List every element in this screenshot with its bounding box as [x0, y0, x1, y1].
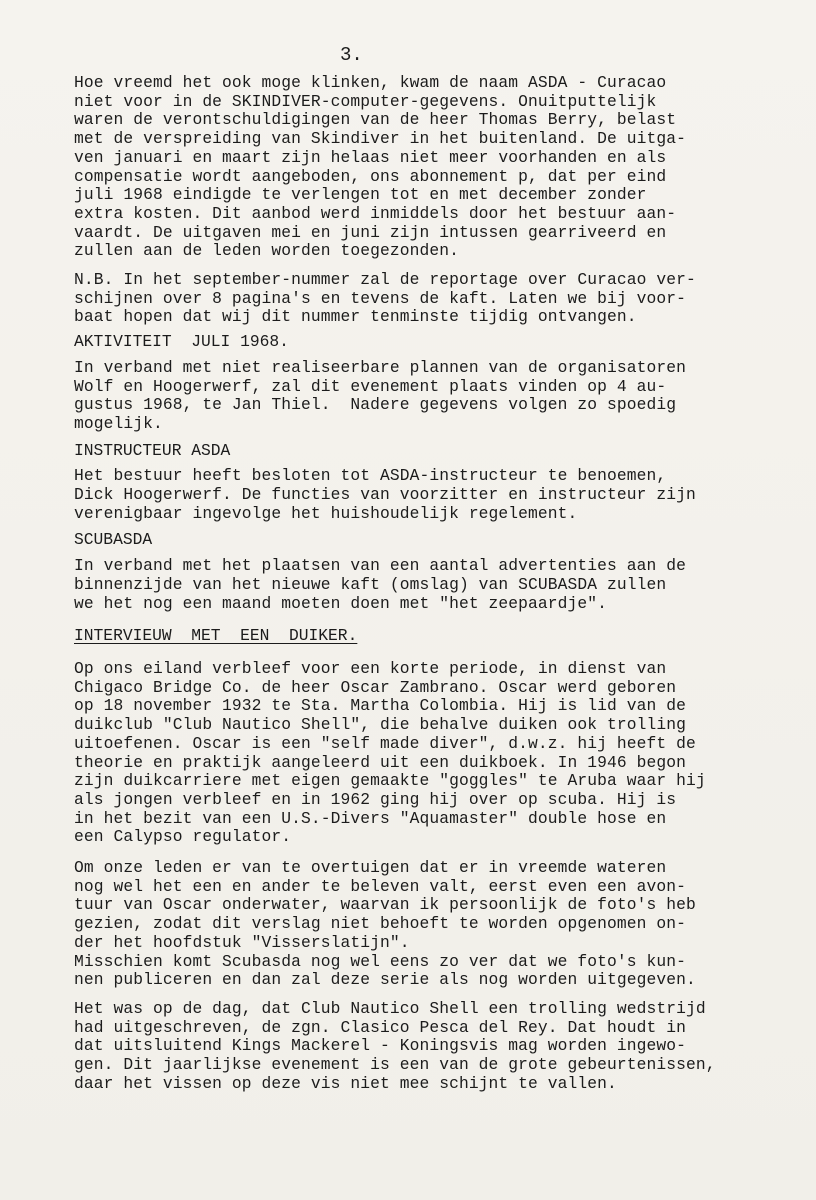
scubasda-heading: SCUBASDA [74, 530, 153, 550]
text-line: vaardt. De uitgaven mei en juni zijn intussen gearriveerd en [74, 222, 667, 242]
interview-paragraph-3 [74, 1000, 754, 1094]
text-line: juli 1968 eindigde te verlengen tot en met december zonder [74, 185, 647, 205]
text-line: binnenzijde van het nieuwe kaft (omslag) van SCUBASDA zullen [74, 574, 667, 594]
text-line: duikclub "Club Nautico Shell", die behalve duiken ook trolling [74, 715, 686, 735]
text-line: als jongen verbleef en in 1962 ging hij over op scuba. Hij is [74, 789, 677, 809]
text-line: had uitgeschreven, de zgn. Clasico Pesca del Rey. Dat houdt in [74, 1017, 686, 1037]
text-line: Misschien komt Scubasda nog wel eens zo ver dat we foto's kun- [74, 951, 686, 971]
text-line: Chigaco Bridge Co. de heer Oscar Zambrano. Oscar werd geboren [74, 677, 677, 697]
text-line: dat uitsluitend Kings Mackerel - Koningsvis mag worden ingewo- [74, 1036, 686, 1056]
page-number: 3. [340, 44, 363, 66]
text-line: Om onze leden er van te overtuigen dat er in vreemde wateren [74, 858, 667, 878]
interview-heading: INTERVIEUW MET EEN DUIKER. [74, 626, 358, 646]
scubasda-paragraph [74, 557, 754, 613]
text-line: In verband met het plaatsen van een aantal advertenties aan de [74, 556, 686, 576]
text-line: theorie en praktijk aangeleerd uit een duikboek. In 1946 begon [74, 752, 686, 772]
aktiviteit-paragraph [74, 359, 754, 434]
text-line: mogelijk. [74, 413, 163, 433]
text-line: baat hopen dat wij dit nummer tenminste tijdig ontvangen. [74, 307, 637, 327]
text-line: Het bestuur heeft besloten tot ASDA-instructeur te benoemen, [74, 466, 667, 486]
nb-paragraph [74, 271, 754, 327]
text-line: In verband met niet realiseerbare plannen van de organisatoren [74, 357, 686, 377]
text-line: Dick Hoogerwerf. De functies van voorzitter en instructeur zijn [74, 485, 696, 505]
intro-paragraph [74, 74, 754, 261]
text-line: Wolf en Hoogerwerf, zal dit evenement plaats vinden op 4 au- [74, 376, 667, 396]
interview-paragraph-2 [74, 859, 754, 990]
text-line: schijnen over 8 pagina's en tevens de kaft. Laten we bij voor- [74, 288, 686, 308]
aktiviteit-heading: AKTIVITEIT JULI 1968. [74, 332, 289, 352]
text-line: extra kosten. Dit aanbod werd inmiddels door het bestuur aan- [74, 203, 677, 223]
text-line: compensatie wordt aangeboden, ons abonnement p, dat per eind [74, 166, 667, 186]
text-line: N.B. In het september-nummer zal de reportage over Curacao ver- [74, 270, 696, 290]
text-line: op 18 november 1932 te Sta. Martha Colombia. Hij is lid van de [74, 696, 686, 716]
text-line: gen. Dit jaarlijkse evenement is een van de grote gebeurtenissen, [74, 1055, 716, 1075]
text-line: Het was op de dag, dat Club Nautico Shell een trolling wedstrijd [74, 998, 706, 1018]
instructeur-heading: INSTRUCTEUR ASDA [74, 440, 231, 460]
text-line: tuur van Oscar onderwater, waarvan ik persoonlijk de foto's heb [74, 895, 696, 915]
text-line: een Calypso regulator. [74, 827, 292, 847]
text-line: verenigbaar ingevolge het huishoudelijk regelement. [74, 503, 578, 523]
text-line: gezien, zodat dit verslag niet behoeft te worden opgenomen on- [74, 914, 686, 934]
text-line: nen publiceren en dan zal deze serie als nog worden uitgegeven. [74, 970, 696, 990]
text-line: daar het vissen op deze vis niet mee schijnt te vallen. [74, 1073, 617, 1093]
text-line: met de verspreiding van Skindiver in het buitenland. De uitga- [74, 129, 686, 149]
text-line: ven januari en maart zijn helaas niet meer voorhanden en als [74, 147, 667, 167]
text-line: uitoefenen. Oscar is een "self made diver", d.w.z. hij heeft de [74, 733, 696, 753]
text-line: Op ons eiland verbleef voor een korte periode, in dienst van [74, 658, 667, 678]
text-line: Hoe vreemd het ook moge klinken, kwam de naam ASDA - Curacao [74, 73, 667, 92]
instructeur-paragraph [74, 467, 754, 523]
text-line: zijn duikcarriere met eigen gemaakte "goggles" te Aruba waar hij [74, 771, 706, 791]
text-line: nog wel het een en ander te beleven valt, eerst even een avon- [74, 876, 686, 896]
text-line: waren de verontschuldigingen van de heer Thomas Berry, belast [74, 110, 677, 130]
text-line: zullen aan de leden worden toegezonden. [74, 241, 459, 261]
text-line: niet voor in de SKINDIVER-computer-gegevens. Onuitputtelijk [74, 91, 657, 111]
text-line: in het bezit van een U.S.-Divers "Aquamaster" double hose en [74, 808, 667, 828]
interview-paragraph-1 [74, 660, 754, 847]
text-line: gustus 1968, te Jan Thiel. Nadere gegevens volgen zo spoedig [74, 395, 677, 415]
text-column [74, 74, 754, 1103]
text-line: der het hoofdstuk "Visserslatijn". [74, 932, 410, 952]
text-line: we het nog een maand moeten doen met "het zeepaardje". [74, 593, 607, 613]
